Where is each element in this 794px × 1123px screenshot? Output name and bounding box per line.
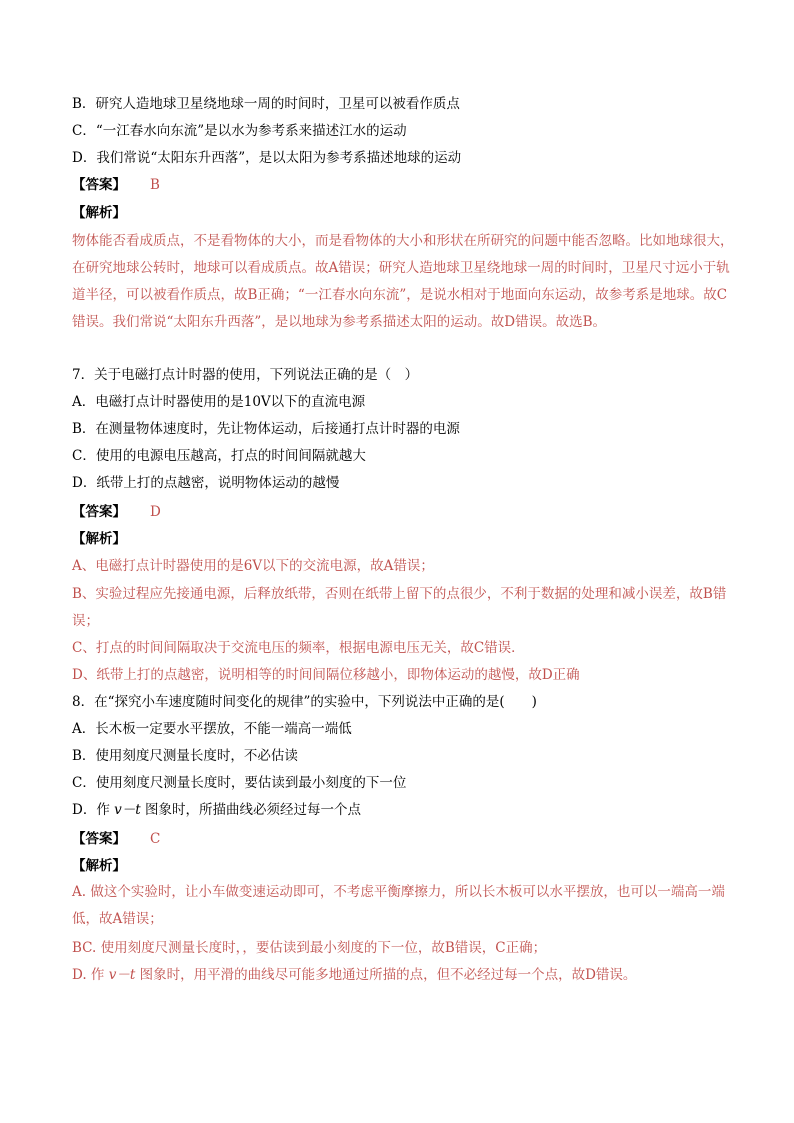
q6-answer-value: B <box>150 177 160 193</box>
q8-analysis-d-variable: v－t <box>108 967 136 983</box>
answer-label: 【答案】 <box>72 177 126 193</box>
q7-option-b: B．在测量物体速度时，先让物体运动，后接通打点计时器的电源 <box>72 421 460 437</box>
q7-analysis-label <box>72 529 732 549</box>
analysis-label: 【解析】 <box>72 858 126 874</box>
q8-answer-value: C <box>150 831 161 847</box>
q8-analysis-bc: BC. 使用刻度尺测量长度时，，要估读到最小刻度的下一位，故B错误，C正确； <box>72 940 547 956</box>
q8-stem: 8．在“探究小车速度随时间变化的规律”的实验中，下列说法中正确的是( ) <box>72 694 537 710</box>
q8-option-d-variable: v－t <box>114 802 141 818</box>
q6-analysis-text: 物体能否看成质点，不是看物体的大小，而是看物体的大小和形状在所研究的问题中能否忽略。比如地球很大，在研究地球公转时，地球可以看成质点。故A错误；研究人造地球卫星绕地球一周的时间时，卫星尺寸远小于轨道半径，可以被看作质点，故B正确；“一江春水向东流”，是说水相对于地面向东运动，故参考系是地球。故C错误。我们常说“太阳东升西落”，是以地球为参考系描述太阳的运动。故D错误。故选B。 <box>72 233 734 330</box>
q8-option-c: C．使用刻度尺测量长度时，要估读到最小刻度的下一位 <box>72 775 407 791</box>
q7-analysis-c: C、打点的时间间隔取决于交流电压的频率，根据电源电压无关，故C错误． <box>72 640 525 656</box>
analysis-label: 【解析】 <box>72 531 126 547</box>
q8-analysis-d <box>72 965 732 985</box>
q8-option-d <box>72 800 732 820</box>
q8-analysis-a: A. 做这个实验时，让小车做变速运动即可，不考虑平衡摩擦力，所以长木板可以水平摆放，也可以一端高一端低，故A错误； <box>72 884 725 927</box>
q8-analysis-d-suffix: 图象时，用平滑的曲线尽可能多地通过所描的点，但不必经过每一个点，故D错误。 <box>139 967 637 983</box>
q6-option-c: C．“一江春水向东流”是以水为参考系来描述江水的运动 <box>72 123 407 139</box>
q7-stem: 7．关于电磁打点计时器的使用，下列说法正确的是（ ） <box>72 367 419 383</box>
q6-option-d: D．我们常说“太阳东升西落”，是以太阳为参考系描述地球的运动 <box>72 150 462 166</box>
q8-analysis-label <box>72 856 732 876</box>
q7-analysis-a: A、电磁打点计时器使用的是6V以下的交流电源，故A错误； <box>72 558 434 574</box>
q7-option-a: A．电磁打点计时器使用的是10V以下的直流电源 <box>72 394 366 410</box>
q8-option-a: A．长木板一定要水平摆放，不能一端高一端低 <box>72 721 352 737</box>
q6-answer-row <box>72 175 732 195</box>
q7-answer-row <box>72 502 732 522</box>
q7-option-c: C．使用的电源电压越高，打点的时间间隔就越大 <box>72 448 366 464</box>
q6-analysis-label <box>72 203 732 223</box>
q8-answer-row <box>72 829 732 849</box>
q7-answer-value: D <box>150 504 161 520</box>
q7-option-d: D．纸带上打的点越密，说明物体运动的越慢 <box>72 475 340 491</box>
q8-option-b: B．使用刻度尺测量长度时，不必估读 <box>72 748 298 764</box>
q8-analysis-d-prefix: D. 作 <box>72 967 105 983</box>
answer-label: 【答案】 <box>72 831 126 847</box>
q7-analysis-d: D、纸带上打的点越密，说明相等的时间间隔位移越小，即物体运动的越慢，故D正确 <box>72 667 580 683</box>
answer-label: 【答案】 <box>72 504 126 520</box>
q8-option-d-prefix: D．作 <box>72 802 110 818</box>
q8-option-d-suffix: 图象时，所描曲线必须经过每一个点 <box>144 802 361 818</box>
q7-analysis-b: B、实验过程应先接通电源，后释放纸带，否则在纸带上留下的点很少，不利于数据的处理和减小误差，故B错误； <box>72 586 727 629</box>
q6-option-b: B．研究人造地球卫星绕地球一周的时间时，卫星可以被看作质点 <box>72 96 460 112</box>
analysis-label: 【解析】 <box>72 205 126 221</box>
